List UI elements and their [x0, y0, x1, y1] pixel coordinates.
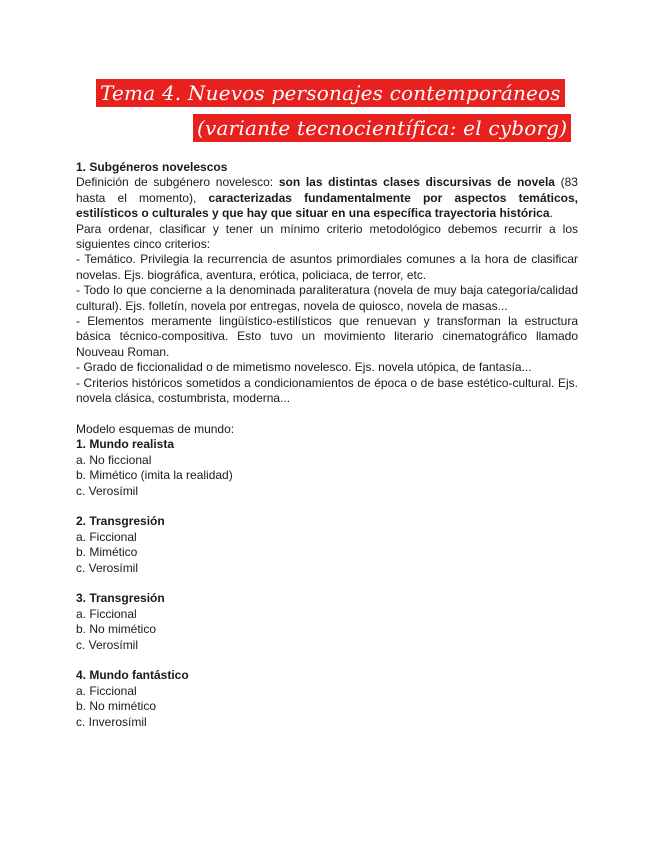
criterion-item: - Criterios históricos sometidos a condicionamientos de época o de base estético-cultural. Ejs. novela clásica, costumbrista, moderna...: [76, 375, 578, 406]
criteria-intro: Para ordenar, clasificar y tener un mínimo criterio metodológico debemos recurrir a los siguientes cinco criterios:: [76, 221, 578, 252]
model-heading: 4. Mundo fantástico: [76, 668, 189, 683]
model-item: b. Mimético: [76, 545, 138, 560]
criterion-item: - Todo lo que concierne a la denominada paraliteratura (novela de muy baja categoría/calidad cultural). Ejs. folletín, novela por entregas, novela de quiosco, novela de masas...: [76, 283, 578, 313]
model-item: b. Mimético (imita la realidad): [76, 468, 233, 483]
document-body: [76, 160, 578, 730]
model-item: b. No mimético: [76, 699, 157, 714]
spacer: [76, 576, 578, 591]
criterion-item: - Temático. Privilegia la recurrencia de asuntos primordiales comunes a la hora de clasificar novelas. Ejs. biográfica, aventura, erótica, policiaca, de terror, etc.: [76, 252, 578, 282]
definition-paragraph: [76, 175, 578, 221]
definition-bold-2: caracterizadas fundamentalmente por aspectos temáticos, estilísticos o culturales y que hay que situar en una específica trayectoria histórica: [76, 190, 578, 221]
criterion-item: - Grado de ficcionalidad o de mimetismo novelesco. Ejs. novela utópica, de fantasía...: [76, 360, 532, 375]
spacer: [76, 653, 578, 668]
model-item: c. Verosímil: [76, 637, 139, 652]
model-item: a. Ficcional: [76, 529, 137, 544]
model-item: c. Inverosímil: [76, 714, 147, 729]
title-banner-line-2: (variante tecnocientífica: el cyborg): [193, 114, 571, 142]
section-heading: 1. Subgéneros novelescos: [76, 160, 228, 174]
model-item: a. Ficcional: [76, 683, 137, 698]
model-item: c. Verosímil: [76, 483, 139, 498]
criterion-item: - Elementos meramente lingüístico-estilísticos que renuevan y transforman la estructura básica técnico-compositiva. Esto tuvo un movimiento literario cinematográfico llamado Nouveau Roman.: [76, 314, 578, 359]
model-heading: 3. Transgresión: [76, 591, 165, 606]
model-item: c. Verosímil: [76, 560, 139, 575]
model-heading: 2. Transgresión: [76, 514, 165, 529]
model-heading: 1. Mundo realista: [76, 437, 175, 452]
definition-prefix: Definición de subgénero novelesco:: [76, 175, 279, 190]
model-item: a. No ficcional: [76, 452, 152, 467]
spacer: [76, 407, 578, 422]
definition-end: .: [549, 206, 553, 221]
model-item: b. No mimético: [76, 622, 157, 637]
models-intro: Modelo esquemas de mundo:: [76, 421, 235, 436]
model-item: a. Ficcional: [76, 606, 137, 621]
spacer: [76, 499, 578, 514]
title-banner-line-1: Tema 4. Nuevos personajes contemporáneos: [96, 79, 565, 107]
definition-mid: (83 hasta el momento),: [76, 175, 578, 205]
definition-bold-1: son las distintas clases discursivas de novela: [278, 175, 555, 190]
